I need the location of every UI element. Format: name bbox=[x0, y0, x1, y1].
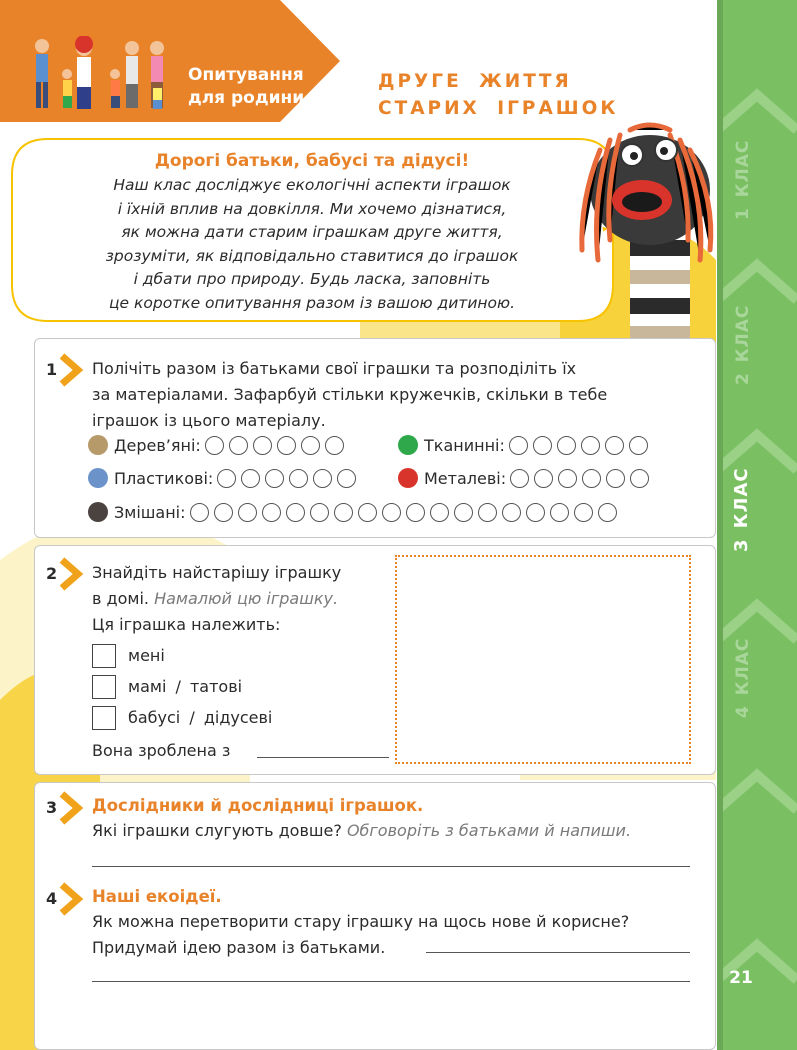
question-number: 3 bbox=[46, 798, 58, 817]
drawing-area[interactable] bbox=[395, 555, 691, 764]
q4-answer-line-1[interactable] bbox=[426, 952, 690, 953]
material-label: Пластикові: bbox=[114, 468, 214, 488]
chevron-right-icon bbox=[56, 791, 90, 825]
q1-line: Полічіть разом із батьками свої іграшки та розподіліть їх bbox=[92, 359, 577, 378]
intro-line: це коротке опитування разом із вашою дитиною. bbox=[109, 293, 515, 312]
count-circle[interactable] bbox=[301, 436, 320, 455]
count-circle[interactable] bbox=[217, 469, 236, 488]
question-number: 1 bbox=[46, 360, 58, 379]
intro-line: як можна дати старим іграшкам друге життя, bbox=[121, 223, 503, 241]
count-circle[interactable] bbox=[430, 503, 449, 522]
q2-belongs: Ця іграшка належить: bbox=[92, 615, 281, 634]
count-circle[interactable] bbox=[190, 503, 209, 522]
count-circle[interactable] bbox=[334, 503, 353, 522]
count-circle[interactable] bbox=[630, 469, 649, 488]
owner-option-parents[interactable] bbox=[92, 674, 242, 700]
wood-color-dot bbox=[88, 435, 108, 455]
intro-heading: Дорогі батьки, бабусі та дідусі! bbox=[154, 151, 470, 171]
count-circle[interactable] bbox=[574, 503, 593, 522]
count-circle[interactable] bbox=[205, 436, 224, 455]
count-circle[interactable] bbox=[550, 503, 569, 522]
count-circle[interactable] bbox=[534, 469, 553, 488]
count-circle[interactable] bbox=[558, 469, 577, 488]
q3-text-line bbox=[92, 818, 631, 844]
material-label: Тканинні: bbox=[424, 435, 505, 455]
count-circle[interactable] bbox=[241, 469, 260, 488]
question-1-text bbox=[92, 356, 607, 434]
q4-title: Наші екоідеї. bbox=[92, 887, 222, 906]
q4-text bbox=[92, 909, 629, 961]
mixed-color-dot bbox=[88, 502, 108, 522]
count-circle[interactable] bbox=[262, 503, 281, 522]
intro-line: і їхній вплив на довкілля. Ми хочемо дізнатися, bbox=[117, 199, 507, 218]
sock-puppet-icon bbox=[570, 110, 720, 350]
chevron-right-icon bbox=[56, 882, 90, 916]
count-circle[interactable] bbox=[509, 436, 528, 455]
intro-text bbox=[12, 145, 612, 320]
count-circle[interactable] bbox=[229, 436, 248, 455]
q3-title: Дослідники й дослідниці іграшок. bbox=[92, 796, 424, 815]
fabric-color-dot bbox=[398, 435, 418, 455]
option-label: мені bbox=[128, 646, 165, 665]
material-label: Змішані: bbox=[114, 502, 186, 522]
header-label: Опитування для родини bbox=[188, 65, 305, 108]
owner-option-me[interactable] bbox=[92, 643, 165, 669]
q1-line: за матеріалами. Зафарбуй стільки кружечків, скільки в тебе bbox=[92, 385, 608, 404]
count-circle[interactable] bbox=[214, 503, 233, 522]
count-circle[interactable] bbox=[502, 503, 521, 522]
q2-line-2: в домі. bbox=[92, 589, 149, 608]
q2-hint: Намалюй цю іграшку. bbox=[154, 589, 339, 608]
material-row-mixed bbox=[88, 497, 622, 527]
made-of-label: Вона зроблена з bbox=[92, 741, 231, 760]
title-line-1: ДРУГЕ ЖИТТЯ bbox=[378, 71, 572, 92]
checkbox[interactable] bbox=[92, 675, 116, 699]
side-strip bbox=[717, 0, 797, 1050]
q4-line-2: Придумай ідею разом із батьками. bbox=[92, 938, 386, 957]
grade-label-1: 1 КЛАС bbox=[733, 139, 753, 220]
metal-color-dot bbox=[398, 468, 418, 488]
chevron-right-icon bbox=[56, 353, 90, 387]
count-circle[interactable] bbox=[289, 469, 308, 488]
count-circle[interactable] bbox=[382, 503, 401, 522]
material-row-metal bbox=[398, 463, 654, 493]
chevron-right-icon bbox=[56, 557, 90, 591]
count-circle[interactable] bbox=[533, 436, 552, 455]
intro-line: і дбати про природу. Будь ласка, заповніть bbox=[133, 270, 491, 288]
option-label: мамі / татові bbox=[128, 677, 243, 696]
question-2-text bbox=[92, 560, 341, 638]
count-circle[interactable] bbox=[286, 503, 305, 522]
owner-option-grandparents[interactable] bbox=[92, 705, 272, 731]
q1-line: іграшок із цього матеріалу. bbox=[92, 411, 326, 430]
count-circle[interactable] bbox=[510, 469, 529, 488]
grade-label-2: 2 КЛАС bbox=[733, 304, 753, 385]
count-circle[interactable] bbox=[265, 469, 284, 488]
count-circle[interactable] bbox=[406, 503, 425, 522]
intro-line: Наш клас досліджує екологічні аспекти іграшок bbox=[113, 176, 511, 194]
material-label: Дерев’яні: bbox=[114, 435, 201, 455]
q3-answer-line[interactable] bbox=[92, 866, 690, 867]
option-label: бабусі / дідусеві bbox=[128, 708, 273, 727]
count-circle[interactable] bbox=[313, 469, 332, 488]
title-line-2: СТАРИХ ІГРАШОК bbox=[378, 98, 619, 119]
checkbox[interactable] bbox=[92, 706, 116, 730]
count-circle[interactable] bbox=[454, 503, 473, 522]
made-of-answer-line[interactable] bbox=[257, 757, 389, 758]
intro-line: зрозуміти, як відповідально ставитися до іграшок bbox=[105, 246, 519, 265]
grade-label-4: 4 КЛАС bbox=[733, 637, 753, 718]
count-circle[interactable] bbox=[598, 503, 617, 522]
count-circle[interactable] bbox=[478, 503, 497, 522]
count-circle[interactable] bbox=[310, 503, 329, 522]
q4-line-1: Як можна перетворити стару іграшку на щось нове й корисне? bbox=[92, 912, 630, 931]
material-row-wood bbox=[88, 430, 349, 460]
count-circle[interactable] bbox=[605, 436, 624, 455]
grade-label-current: 3 КЛАС bbox=[731, 467, 752, 552]
plastic-color-dot bbox=[88, 468, 108, 488]
q3-text: Які іграшки слугують довше? bbox=[92, 821, 342, 840]
count-circle[interactable] bbox=[606, 469, 625, 488]
count-circle[interactable] bbox=[337, 469, 356, 488]
question-number: 4 bbox=[46, 889, 58, 908]
page-number: 21 bbox=[729, 968, 753, 988]
material-row-fabric bbox=[398, 430, 653, 460]
family-illustration-icon bbox=[22, 36, 182, 114]
count-circle[interactable] bbox=[526, 503, 545, 522]
count-circle[interactable] bbox=[582, 469, 601, 488]
q3-hint: Обговоріть з батьками й напиши. bbox=[346, 821, 632, 840]
material-row-plastic bbox=[88, 463, 361, 493]
checkbox[interactable] bbox=[92, 644, 116, 668]
q2-line-1: Знайдіть найстарішу іграшку bbox=[92, 563, 342, 582]
count-circle[interactable] bbox=[581, 436, 600, 455]
count-circle[interactable] bbox=[358, 503, 377, 522]
count-circle[interactable] bbox=[325, 436, 344, 455]
material-label: Металеві: bbox=[424, 468, 507, 488]
count-circle[interactable] bbox=[277, 436, 296, 455]
q4-answer-line-2[interactable] bbox=[92, 981, 690, 982]
question-number: 2 bbox=[46, 564, 58, 583]
count-circle[interactable] bbox=[557, 436, 576, 455]
count-circle[interactable] bbox=[238, 503, 257, 522]
count-circle[interactable] bbox=[253, 436, 272, 455]
count-circle[interactable] bbox=[629, 436, 648, 455]
